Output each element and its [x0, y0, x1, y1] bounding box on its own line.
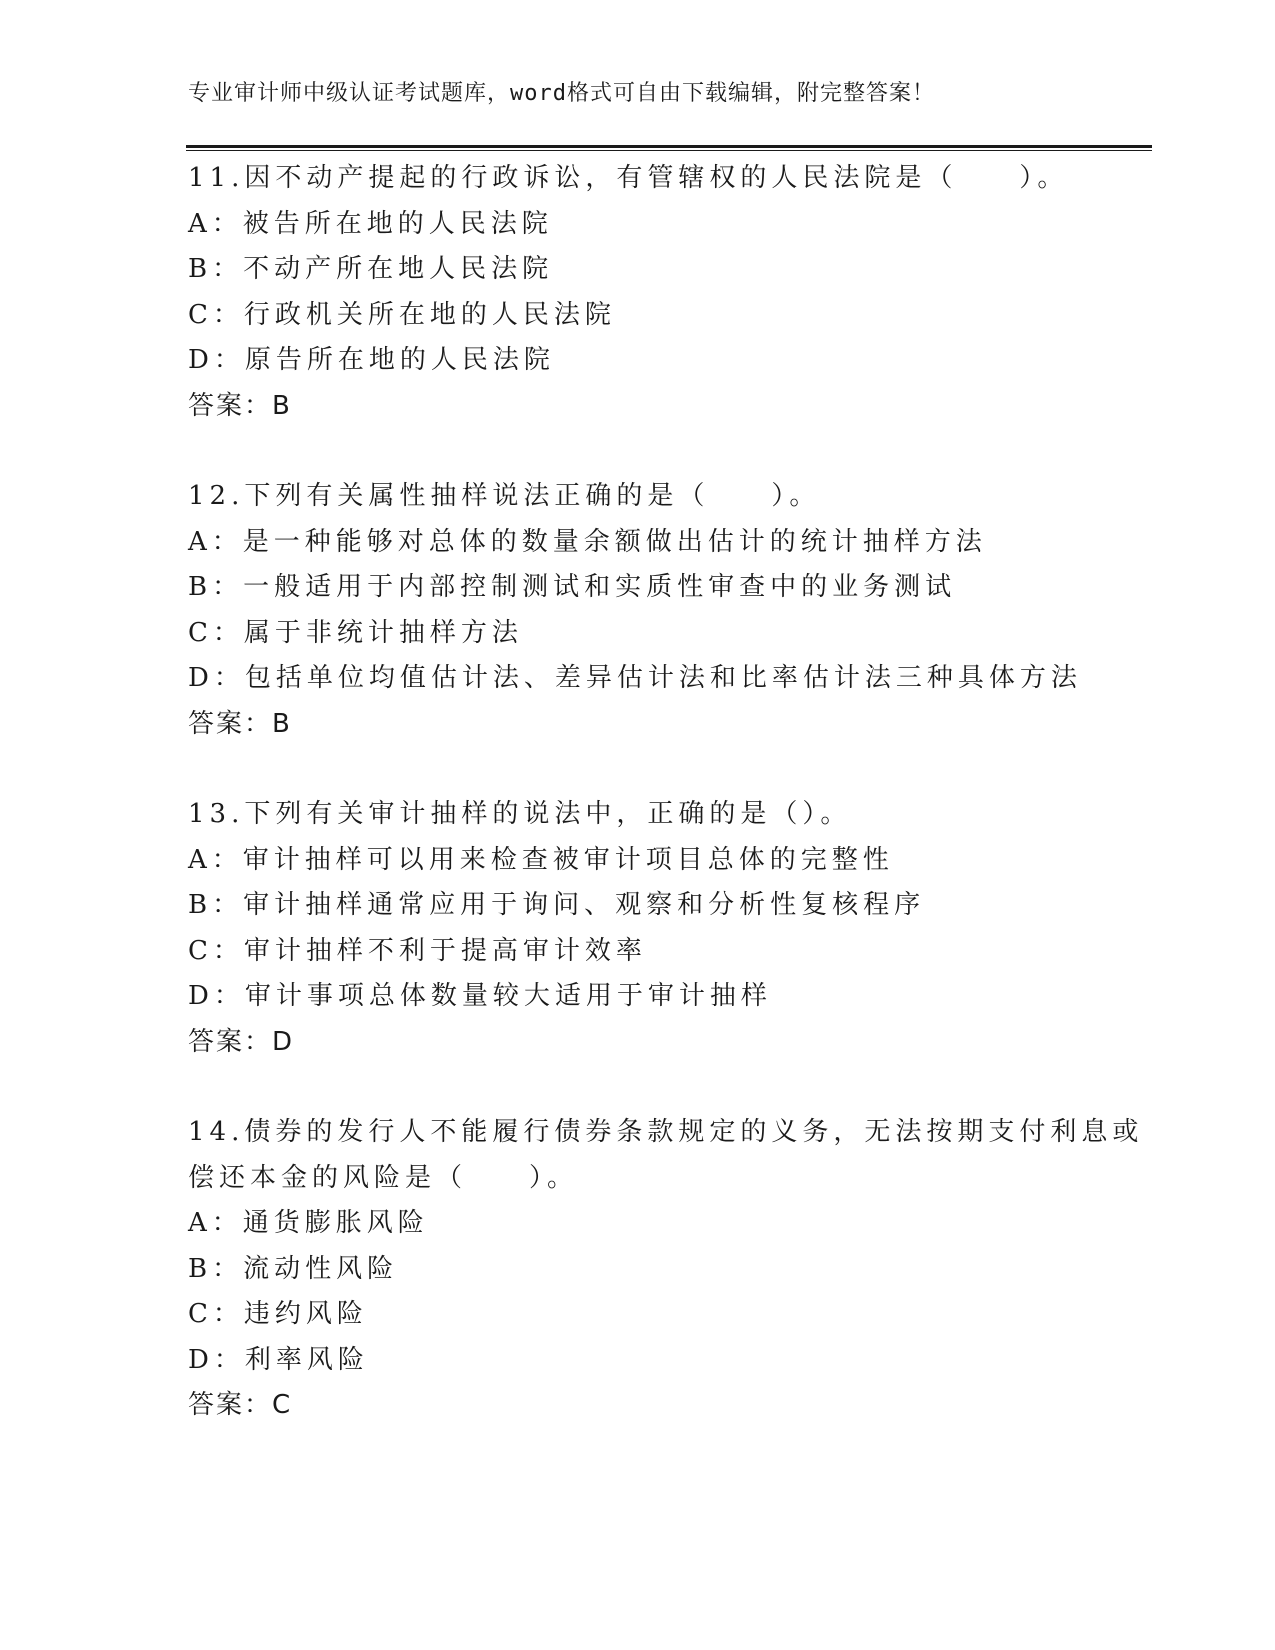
option-c: C：违约风险: [188, 1299, 368, 1329]
option-d: D：利率风险: [188, 1344, 369, 1375]
answer-line: 答案：B: [188, 390, 292, 421]
answer-line: 答案：B: [188, 708, 292, 739]
option-c: C：行政机关所在地的人民法院: [188, 299, 616, 330]
header-rule-thin: [186, 150, 1152, 151]
option-a: A：被告所在地的人民法院: [188, 208, 553, 239]
question-stem: 14.债券的发行人不能履行债券条款规定的义务，无法按期支付利息或: [188, 1117, 1144, 1147]
option-b: B：审计抽样通常应用于询问、观察和分析性复核程序: [188, 890, 926, 920]
option-c: C：审计抽样不利于提高审计效率: [188, 935, 647, 966]
option-b: B：不动产所在地人民法院: [188, 254, 554, 284]
option-c: C：属于非统计抽样方法: [188, 617, 523, 648]
option-d: D：审计事项总体数量较大适用于审计抽样: [188, 981, 772, 1011]
option-a: A：是一种能够对总体的数量余额做出估计的统计抽样方法: [188, 526, 987, 557]
option-a: A：审计抽样可以用来检查被审计项目总体的完整性: [188, 844, 894, 875]
question-block: [188, 474, 1108, 747]
option-b: B：流动性风险: [188, 1253, 399, 1284]
page-header: 专业审计师中级认证考试题库，word格式可自由下载编辑，附完整答案！: [188, 81, 935, 106]
question-stem: 13.下列有关审计抽样的说法中，正确的是（）。: [188, 799, 852, 829]
option-d: D：原告所在地的人民法院: [188, 345, 555, 375]
question-stem: 11.因不动产提起的行政诉讼，有管辖权的人民法院是（ ）。: [188, 163, 1069, 193]
question-block: [188, 156, 1108, 429]
question-stem-continued: 偿还本金的风险是（ ）。: [188, 1162, 579, 1193]
option-b: B：一般适用于内部控制测试和实质性审查中的业务测试: [188, 572, 957, 602]
answer-line: 答案：C: [188, 1390, 293, 1420]
answer-line: 答案：D: [188, 1026, 295, 1057]
question-stem: 12.下列有关属性抽样说法正确的是（ ）。: [188, 481, 821, 511]
question-block: [188, 792, 1108, 1065]
question-list: [188, 156, 1144, 1474]
question-block: [188, 1110, 1144, 1429]
option-a: A：通货膨胀风险: [188, 1208, 429, 1238]
option-d: D：包括单位均值估计法、差异估计法和比率估计法三种具体方法: [188, 663, 1082, 693]
header-rule-thick: [186, 145, 1152, 148]
